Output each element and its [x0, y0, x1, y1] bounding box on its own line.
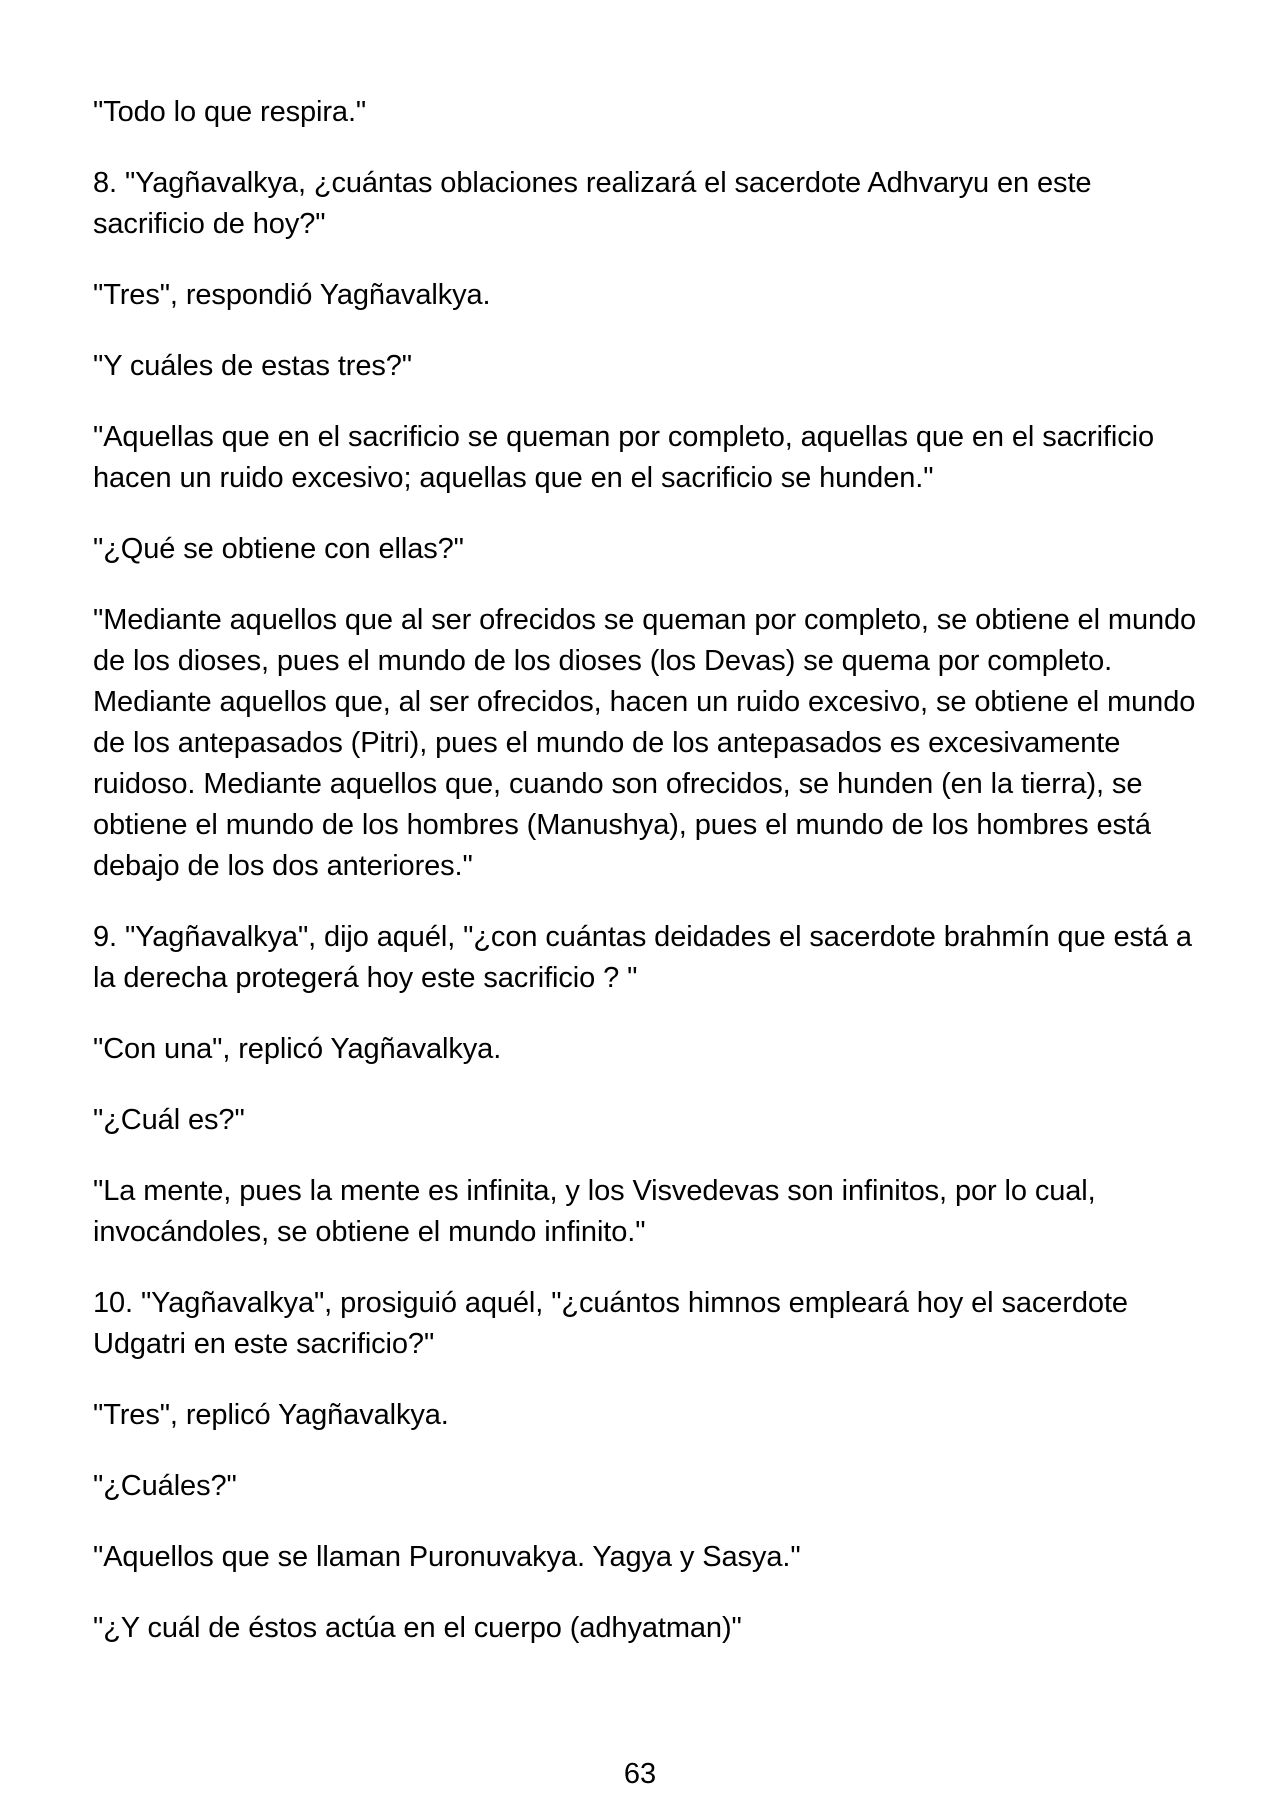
- paragraph: "Todo lo que respira.": [93, 96, 367, 128]
- paragraph: 8. "Yagñavalkya, ¿cuántas oblaciones realizará el sacerdote Adhvaryu en este sacrificio de hoy?": [93, 167, 1092, 240]
- paragraph: "¿Y cuál de éstos actúa en el cuerpo (adhyatman)": [93, 1612, 742, 1644]
- paragraph: "La mente, pues la mente es infinita, y los Visvedevas son infinitos, por lo cual, invocándoles, se obtiene el mundo infinito.": [93, 1175, 1096, 1248]
- paragraph: 10. "Yagñavalkya", prosiguió aquél, "¿cuántos himnos empleará hoy el sacerdote Udgatri en este sacrificio?": [93, 1287, 1128, 1360]
- paragraph: "¿Cuál es?": [93, 1104, 245, 1136]
- paragraph: "Aquellas que en el sacrificio se queman por completo, aquellas que en el sacrificio hacen un ruido excesivo; aquellas que en el sacrificio se hunden.": [93, 421, 1155, 494]
- paragraph: "Tres", replicó Yagñavalkya.: [93, 1399, 449, 1431]
- paragraph: "Aquellos que se llaman Puronuvakya. Yagya y Sasya.": [93, 1541, 801, 1573]
- paragraph: "Con una", replicó Yagñavalkya.: [93, 1033, 502, 1065]
- paragraph: "¿Qué se obtiene con ellas?": [93, 533, 464, 565]
- page-body: [93, 92, 1203, 1679]
- page-number: 63: [623, 1758, 657, 1790]
- paragraph: "Y cuáles de estas tres?": [93, 350, 413, 382]
- paragraph: 9. "Yagñavalkya", dijo aquél, "¿con cuántas deidades el sacerdote brahmín que está a la derecha protegerá hoy este sacrificio ? ": [93, 921, 1192, 994]
- paragraph: "Mediante aquellos que al ser ofrecidos se queman por completo, se obtiene el mundo de los dioses, pues el mundo de los dioses (los Devas) se quema por completo. Mediante aquellos que, al ser ofrecidos, hacen un ruido excesivo, se obtiene el mundo de los antepasados (Pitri), pues el mundo de los antepasados es excesivamente ruidoso. Mediante aquellos que, cuando son ofrecidos, se hunden (en la tierra), se obtiene el mundo de los hombres (Manushya), pues el mundo de los hombres está debajo de los dos anteriores.": [93, 604, 1197, 882]
- paragraph: "Tres", respondió Yagñavalkya.: [93, 279, 491, 311]
- paragraph: "¿Cuáles?": [93, 1470, 237, 1502]
